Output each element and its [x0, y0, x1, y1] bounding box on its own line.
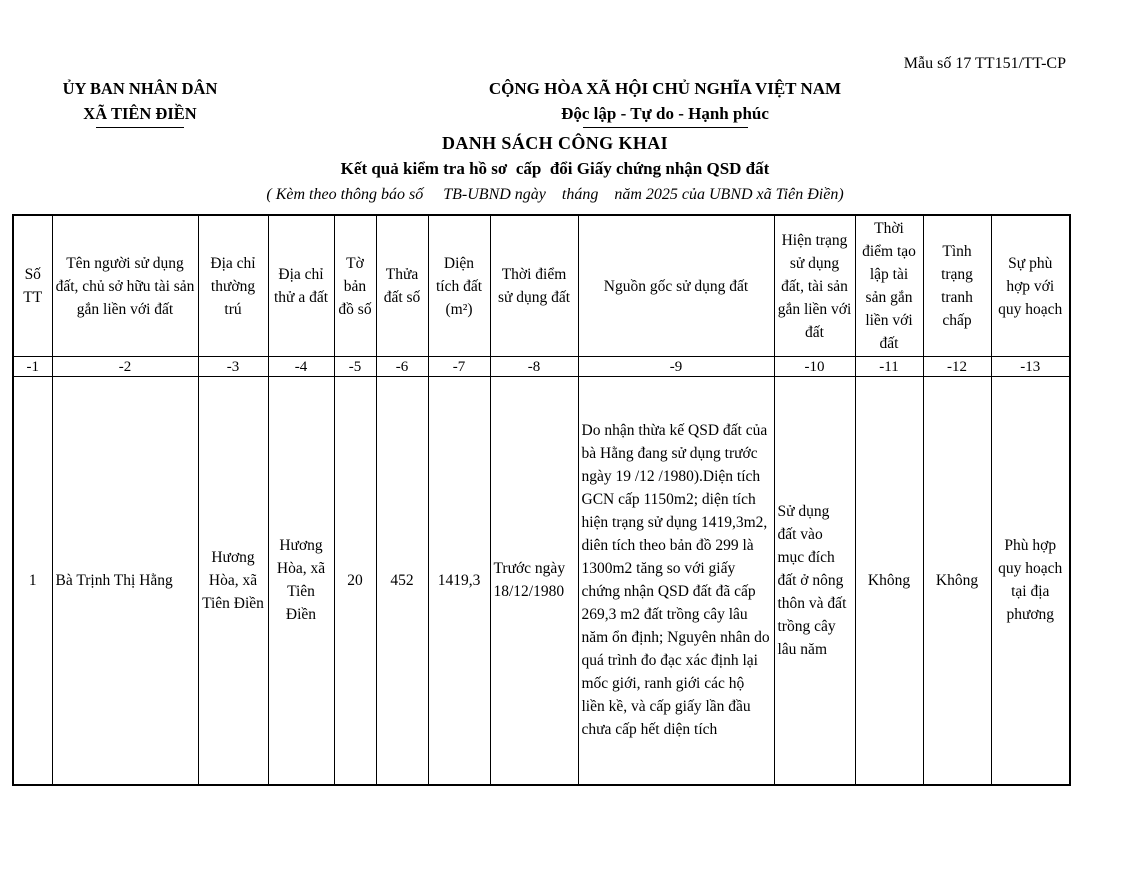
cell-map-sheet: 20 [334, 377, 376, 785]
col-number: -4 [268, 357, 334, 377]
national-name: CỘNG HÒA XÃ HỘI CHỦ NGHĨA VIỆT NAM [488, 79, 842, 98]
col-number: -13 [991, 357, 1070, 377]
col-number: -11 [855, 357, 923, 377]
cell-parcel-address: Hương Hòa, xã Tiên Điền [268, 377, 334, 785]
col-header-planning-conformity: Sự phù hợp với quy hoạch [991, 215, 1070, 357]
col-number: -10 [774, 357, 855, 377]
col-number: -3 [198, 357, 268, 377]
cell-parcel-number: 452 [376, 377, 428, 785]
cell-land-origin: Do nhận thừa kế QSD đất của bà Hằng đang sử dụng trước ngày 19 /12 /1980).Diện tích GCN cấp 1150m2; diện tích hiện trạng sử dụng 1419,3m2, diên tích theo bản đồ 299 là 1300m2 tăng so với giấy chứng nhận QSD đất đã cấp 269,3 m2 đất trồng cây lâu năm ổn định; Nguyên nhân do quá trình đo đạc xác định lại mốc giới, ranh giới các hộ liền kề, và cấp giấy lần đầu chưa cấp hết diện tích [578, 377, 774, 785]
cell-planning-conformity: Phù hợp quy hoạch tại địa phương [991, 377, 1070, 785]
col-header-map-sheet: Tờ bản đồ số [334, 215, 376, 357]
col-number: -1 [13, 357, 52, 377]
cell-current-use: Sử dụng đất vào mục đích đất ở nông thôn và đất trồng cây lâu năm [774, 377, 855, 785]
cell-asset-creation-time: Không [855, 377, 923, 785]
national-motto: Độc lập - Tự do - Hạnh phúc [561, 104, 769, 123]
issuing-authority-line1: ỦY BAN NHÂN DÂN [62, 79, 218, 98]
issuing-authority-block [20, 76, 260, 128]
table-row [13, 377, 1070, 785]
col-header-land-origin: Nguồn gốc sử dụng đất [578, 215, 774, 357]
col-header-area: Diện tích đất (m²) [428, 215, 490, 357]
col-header-land-user: Tên người sử dụng đất, chủ sở hữu tài sản gắn liền với đất [52, 215, 198, 357]
underline-rule [96, 127, 184, 128]
col-header-current-use: Hiện trạng sử dụng đất, tài sản gắn liền với đất [774, 215, 855, 357]
attachment-note: ( Kèm theo thông báo số TB-UBND ngày tháng năm 2025 của UBND xã Tiên Điền) [266, 186, 844, 203]
col-number: -9 [578, 357, 774, 377]
col-header-asset-creation-time: Thời điểm tạo lập tài sản gắn liền với đất [855, 215, 923, 357]
col-number: -2 [52, 357, 198, 377]
cell-residence-address: Hương Hòa, xã Tiên Điền [198, 377, 268, 785]
cell-area: 1419,3 [428, 377, 490, 785]
col-number: -6 [376, 357, 428, 377]
document-subtitle: Kết quả kiểm tra hồ sơ cấp đổi Giấy chứng nhận QSD đất [340, 159, 770, 178]
underline-rule [583, 127, 748, 128]
col-header-parcel-number: Thửa đất số [376, 215, 428, 357]
cell-stt: 1 [13, 377, 52, 785]
col-number: -7 [428, 357, 490, 377]
national-header-block [440, 76, 890, 128]
col-header-use-time: Thời điểm sử dụng đất [490, 215, 578, 357]
col-header-residence-address: Địa chỉ thường trú [198, 215, 268, 357]
col-header-stt: Số TT [13, 215, 52, 357]
column-number-row [13, 357, 1070, 377]
cell-use-time: Trước ngày 18/12/1980 [490, 377, 578, 785]
header-row [13, 215, 1070, 357]
col-header-dispute-status: Tình trạng tranh chấp [923, 215, 991, 357]
col-header-parcel-address: Địa chỉ thử a đất [268, 215, 334, 357]
disclosure-table [12, 214, 1071, 786]
issuing-authority-line2: XÃ TIÊN ĐIỀN [83, 104, 197, 123]
form-number: Mẫu số 17 TT151/TT-CP [903, 55, 1066, 72]
cell-land-user-name: Bà Trịnh Thị Hằng [52, 377, 198, 785]
col-number: -8 [490, 357, 578, 377]
col-number: -12 [923, 357, 991, 377]
col-number: -5 [334, 357, 376, 377]
title-block [0, 131, 1110, 208]
cell-dispute-status: Không [923, 377, 991, 785]
document-title: DANH SÁCH CÔNG KHAI [441, 133, 669, 153]
